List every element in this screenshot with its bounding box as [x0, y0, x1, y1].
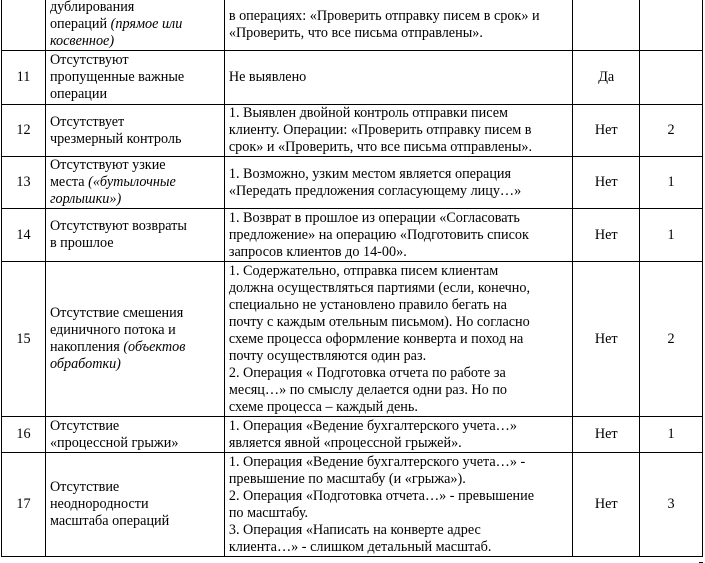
criterion-text: единичного потока и [49, 322, 176, 338]
criterion-text: накопления [49, 339, 124, 355]
table-row [2, 453, 703, 557]
table-row [2, 51, 703, 105]
criterion-line [50, 131, 220, 148]
table-row [2, 417, 703, 453]
criteria-table [1, 0, 703, 557]
answer-cell: Нет [573, 105, 640, 157]
description-cell [224, 417, 572, 453]
criterion-line [50, 16, 220, 33]
row-number: 17 [2, 453, 46, 557]
score-cell: 2 [640, 105, 703, 157]
criterion-text: в прошлое [49, 235, 114, 251]
table-row [2, 0, 703, 51]
criterion-line [50, 218, 220, 235]
criterion-line [50, 174, 220, 191]
description-line: почту осуществляются один раз. [228, 347, 427, 364]
criterion-cell [45, 0, 224, 51]
criterion-line [50, 52, 220, 69]
row-number: 14 [2, 209, 46, 262]
description-cell [224, 105, 572, 157]
description-cell [224, 51, 572, 105]
description-line: «Проверить, что все письма отправлены». [228, 24, 483, 41]
criterion-text: Отсутствуют узкие [49, 157, 166, 173]
description-cell [224, 0, 572, 51]
row-number: 12 [2, 105, 46, 157]
criterion-cell [45, 209, 224, 262]
description-line: является явной «процессной грыжей». [228, 434, 462, 451]
criterion-text: Отсутствие [49, 479, 120, 495]
criterion-text: Отсутствуют [49, 52, 129, 68]
table-body [2, 0, 703, 557]
description-line: предложение» на операцию «Подготовить список [228, 226, 529, 243]
criterion-cell [45, 157, 224, 209]
row-number: 11 [2, 51, 46, 105]
answer-cell: Нет [573, 209, 640, 262]
criterion-italic-text: (объектов [123, 339, 186, 355]
criterion-text: Отсутствуют возвраты [49, 218, 187, 234]
description-line: схеме процесса – каждый день. [228, 398, 418, 415]
description-line: 1. Операция «Ведение бухгалтерского учета…» [228, 417, 517, 434]
row-number: 13 [2, 157, 46, 209]
description-line: по масштабу. [228, 504, 309, 521]
description-line: схеме процесса оформление конверта и поход на [228, 330, 524, 347]
description-cell [224, 262, 572, 417]
description-line: 2. Операция «Подготовка отчета…» - превышение [228, 487, 534, 504]
criterion-italic-text: обработки) [49, 356, 121, 372]
description-line: специально не установлено правило бегать на [228, 296, 507, 313]
description-line: «Передать предложения согласующему лицу…» [228, 182, 522, 199]
criterion-line [50, 86, 220, 103]
criterion-line [50, 191, 220, 208]
criterion-text: чрезмерный контроль [49, 130, 182, 147]
criterion-cell [45, 51, 224, 105]
answer-cell: Нет [573, 262, 640, 417]
description-line: 3. Операция «Написать на конверте адрес [228, 521, 481, 538]
criterion-line [50, 339, 220, 356]
criterion-text: места [49, 174, 89, 190]
description-line: 1. Возможно, узким местом является операция [228, 165, 512, 182]
score-cell: 1 [640, 157, 703, 209]
description-cell [224, 453, 572, 557]
criterion-text: пропущенные важные [49, 69, 185, 85]
criterion-cell [45, 262, 224, 417]
criterion-line [50, 479, 220, 496]
criterion-line [50, 235, 220, 252]
criterion-cell [45, 105, 224, 157]
criterion-text: операции [49, 86, 108, 102]
criterion-line [50, 418, 220, 435]
criterion-text: неоднородности [49, 496, 149, 512]
criterion-italic-text: (прямое или [110, 16, 183, 32]
description-line: 1. Операция «Ведение бухгалтерского учета…» - [228, 453, 526, 470]
criterion-italic-text: косвенное) [49, 33, 115, 49]
description-line: в операциях: «Проверить отправку писем в срок» и [228, 7, 540, 24]
criterion-cell [45, 453, 224, 557]
answer-cell [573, 0, 640, 51]
criterion-text: масштаба операций [49, 513, 170, 529]
description-line: запросов клиентов до 14-00». [228, 243, 407, 260]
table-row [2, 262, 703, 417]
description-line: должна осуществляться партиями (если, конечно, [228, 279, 531, 296]
score-cell [640, 0, 703, 51]
criterion-cell [45, 417, 224, 453]
criterion-italic-text: («бутылочные [88, 174, 176, 190]
criterion-line [50, 114, 220, 131]
criterion-line [50, 69, 220, 86]
description-line: почту с каждым отельным письмом). Но согласно [228, 313, 530, 330]
row-number: 15 [2, 262, 46, 417]
answer-cell: Нет [573, 417, 640, 453]
criterion-line [50, 305, 220, 322]
criterion-line [50, 33, 220, 50]
description-line: срок» и «Проверить, что все письма отправлены». [228, 139, 533, 155]
answer-cell: Нет [573, 157, 640, 209]
description-cell [224, 157, 572, 209]
criterion-line [50, 0, 220, 16]
criterion-line [50, 356, 220, 373]
description-line: месяц…» по смыслу делается одни раз. Но по [228, 381, 508, 398]
score-cell: 3 [640, 453, 703, 557]
answer-cell: Нет [573, 453, 640, 557]
criterion-line [50, 496, 220, 513]
score-cell: 1 [640, 417, 703, 453]
description-line: клиенту. Операции: «Проверить отправку писем в [228, 122, 532, 138]
table-row [2, 105, 703, 157]
description-line: Не выявлено [228, 69, 307, 85]
description-line: 1. Выявлен двойной контроль отправки писем [228, 105, 508, 121]
criterion-text: дублирования [49, 0, 135, 15]
criterion-text: Отсутствие смешения [49, 305, 184, 321]
table-row [2, 209, 703, 262]
criterion-italic-text: горлышки») [49, 191, 122, 207]
score-cell: 1 [640, 209, 703, 262]
criterion-line [50, 513, 220, 530]
description-cell [224, 209, 572, 262]
score-cell: 2 [640, 262, 703, 417]
criterion-text: операций [49, 16, 111, 32]
row-number [2, 0, 46, 51]
description-line: превышение по масштабу (и «грыжа»). [228, 470, 466, 487]
description-line: 1. Возврат в прошлое из операции «Согласовать [228, 209, 520, 226]
description-line: 1. Содержательно, отправка писем клиентам [228, 262, 499, 279]
row-number: 16 [2, 417, 46, 453]
criterion-line [50, 157, 220, 174]
description-line: клиента…» - слишком детальный масштаб. [228, 538, 492, 555]
criterion-text: Отсутствие [49, 417, 120, 434]
answer-cell: Да [573, 51, 640, 105]
score-cell [640, 51, 703, 105]
criterion-line [50, 435, 220, 452]
table-row [2, 157, 703, 209]
criterion-text: Отсутствует [49, 113, 125, 130]
criterion-line [50, 322, 220, 339]
criterion-text: «процессной грыжи» [49, 434, 179, 451]
description-line: 2. Операция « Подготовка отчета по работе за [228, 364, 506, 381]
